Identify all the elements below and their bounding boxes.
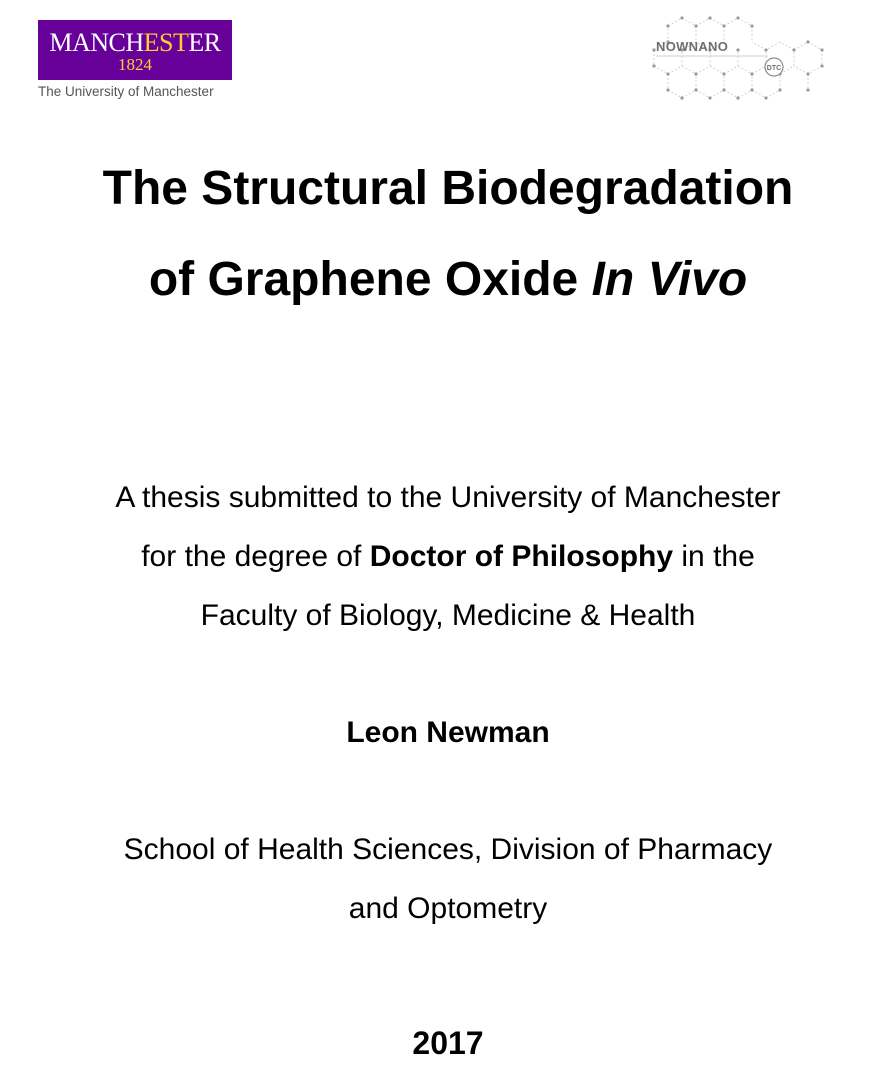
university-of-manchester-logo bbox=[38, 20, 234, 100]
school-division bbox=[0, 820, 896, 938]
thesis-title-line-2: of Graphene Oxide In Vivo bbox=[148, 253, 748, 306]
manchester-logo-box bbox=[38, 20, 232, 80]
thesis-statement-line-2: for the degree of Doctor of Philosophy in the bbox=[141, 540, 755, 573]
nownano-molecule-graphic bbox=[648, 12, 832, 110]
thesis-title bbox=[0, 143, 896, 325]
nownano-dtc-logo bbox=[648, 12, 832, 110]
thesis-title-line-1: The Structural Biodegradation bbox=[102, 162, 794, 215]
school-division-line-2: and Optometry bbox=[348, 892, 548, 925]
thesis-statement-line-3: Faculty of Biology, Medicine & Health bbox=[200, 599, 696, 632]
author-name: Leon Newman bbox=[346, 716, 550, 749]
thesis-title-italic: In Vivo bbox=[591, 253, 748, 306]
thesis-statement bbox=[0, 468, 896, 645]
school-division-line-1: School of Health Sciences, Division of Pharmacy bbox=[123, 833, 773, 866]
nownano-wordmark: NOWNANO bbox=[656, 39, 729, 54]
submission-year: 2017 bbox=[412, 1025, 484, 1061]
nownano-badge: DTC bbox=[766, 65, 782, 72]
manchester-wordmark: MANCHESTER bbox=[49, 28, 221, 57]
manchester-founding-year: 1824 bbox=[118, 55, 152, 74]
thesis-statement-line-1: A thesis submitted to the University of Manchester bbox=[115, 481, 781, 514]
degree-name: Doctor of Philosophy bbox=[369, 540, 674, 573]
manchester-tagline: The University of Manchester bbox=[38, 84, 214, 99]
